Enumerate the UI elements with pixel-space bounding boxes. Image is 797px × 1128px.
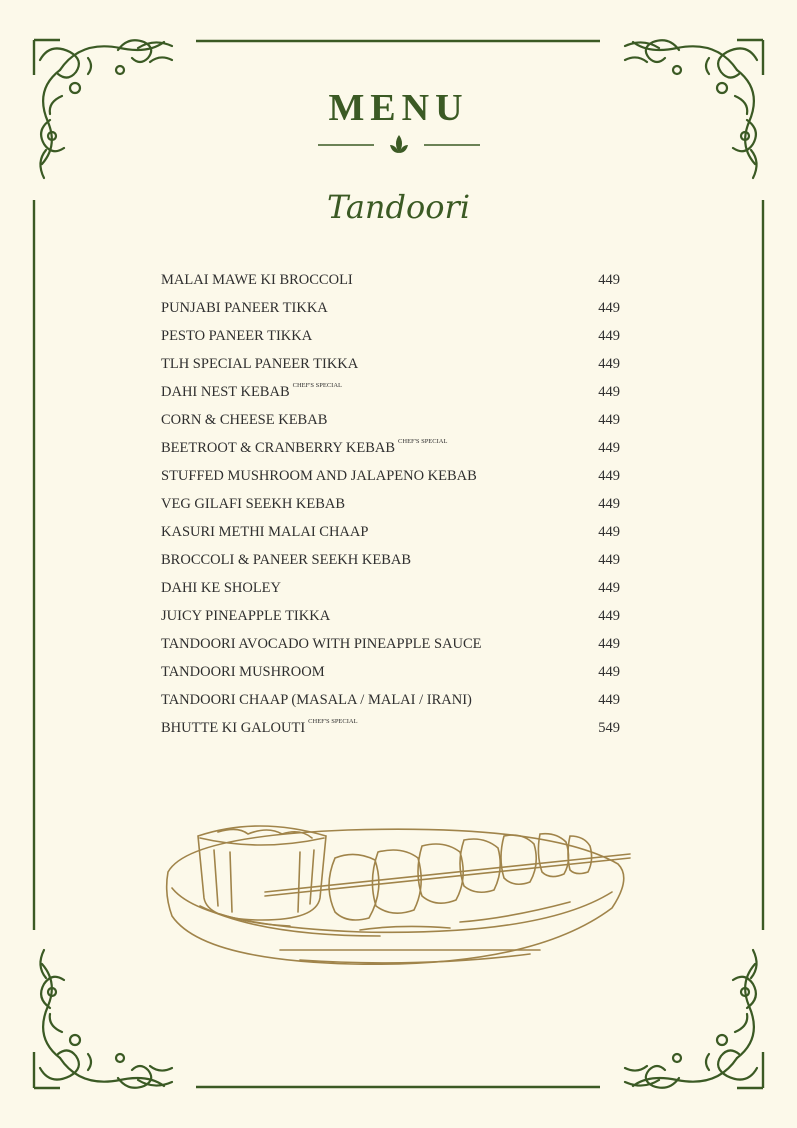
menu-item	[161, 580, 620, 608]
menu-item	[161, 328, 620, 356]
chefs-special-badge: CHEF'S SPECIAL	[398, 438, 448, 446]
menu-item-name	[161, 412, 327, 429]
title-divider	[318, 133, 480, 157]
chefs-special-badge: CHEF'S SPECIAL	[308, 718, 358, 726]
menu-item	[161, 496, 620, 524]
menu-item-label: TLH SPECIAL PANEER TIKKA	[161, 356, 359, 372]
menu-item	[161, 636, 620, 664]
menu-item	[161, 692, 620, 720]
menu-item	[161, 524, 620, 552]
menu-item-price: 449	[598, 384, 620, 400]
menu-item-name	[161, 664, 325, 681]
menu-item-price: 449	[598, 608, 620, 624]
menu-item-price: 449	[598, 664, 620, 680]
menu-item	[161, 440, 620, 468]
chefs-special-badge: CHEF'S SPECIAL	[292, 382, 343, 390]
menu-item	[161, 468, 620, 496]
menu-item-price: 449	[598, 356, 620, 372]
tandoori-skewer-illustration	[160, 810, 635, 980]
menu-item-label: VEG GILAFI SEEKH KEBAB	[161, 496, 346, 512]
menu-item-label: BEETROOT & CRANBERRY KEBAB	[161, 440, 396, 456]
menu-item-name	[161, 580, 281, 597]
menu-item-label: DAHI NEST KEBAB	[161, 384, 290, 400]
menu-item-label: MALAI MAWE KI BROCCOLI	[161, 272, 353, 288]
menu-item	[161, 664, 620, 692]
menu-list	[161, 272, 620, 748]
page-title: MENU	[328, 87, 469, 129]
menu-item-name	[161, 440, 447, 457]
menu-item-price: 449	[598, 272, 620, 288]
menu-item	[161, 272, 620, 300]
menu-item	[161, 720, 620, 748]
menu-item-name	[161, 552, 411, 569]
menu-item-price: 449	[598, 636, 620, 652]
menu-item-label: BHUTTE KI GALOUTI	[161, 720, 306, 736]
menu-item-label: TANDOORI MUSHROOM	[161, 664, 325, 680]
menu-item-label: PUNJABI PANEER TIKKA	[161, 300, 328, 316]
menu-item-name	[161, 272, 353, 289]
menu-item-name	[161, 384, 342, 401]
menu-item	[161, 608, 620, 636]
menu-item-name	[161, 524, 368, 541]
menu-item-price: 449	[598, 580, 620, 596]
menu-item-label: DAHI KE SHOLEY	[161, 580, 282, 596]
menu-item-name	[161, 692, 472, 709]
menu-item-label: JUICY PINEAPPLE TIKKA	[161, 608, 331, 624]
menu-item-price: 549	[598, 720, 620, 736]
menu-item-price: 449	[598, 440, 620, 456]
menu-item-name	[161, 468, 477, 485]
menu-item-name	[161, 356, 358, 373]
menu-item-name	[161, 720, 358, 737]
menu-item	[161, 552, 620, 580]
menu-item	[161, 300, 620, 328]
menu-item-label: KASURI METHI MALAI CHAAP	[161, 524, 369, 540]
menu-item-name	[161, 608, 330, 625]
menu-item-label: TANDOORI CHAAP (MASALA / MALAI / IRANI)	[161, 692, 472, 708]
menu-item-price: 449	[598, 468, 620, 484]
section-heading: Tandoori	[326, 188, 471, 226]
leaf-icon	[390, 135, 408, 153]
menu-item-label: BROCCOLI & PANEER SEEKH KEBAB	[161, 552, 412, 568]
corner-flourish-icon	[625, 950, 757, 1088]
menu-item-price: 449	[598, 552, 620, 568]
menu-item-price: 449	[598, 300, 620, 316]
corner-flourish-icon	[40, 950, 172, 1088]
menu-item-name	[161, 636, 482, 653]
menu-item-name	[161, 496, 345, 513]
menu-item-price: 449	[598, 328, 620, 344]
menu-item-price: 449	[598, 524, 620, 540]
menu-item-label: PESTO PANEER TIKKA	[161, 328, 313, 344]
menu-item-name	[161, 300, 328, 317]
menu-item-price: 449	[598, 496, 620, 512]
menu-item-label: CORN & CHEESE KEBAB	[161, 412, 328, 428]
menu-item	[161, 356, 620, 384]
menu-item-price: 449	[598, 412, 620, 428]
menu-item-name	[161, 328, 312, 345]
menu-item	[161, 384, 620, 412]
menu-item-price: 449	[598, 692, 620, 708]
menu-item-label: STUFFED MUSHROOM AND JALAPENO KEBAB	[161, 468, 477, 484]
menu-item	[161, 412, 620, 440]
menu-item-label: TANDOORI AVOCADO WITH PINEAPPLE SAUCE	[161, 636, 482, 652]
